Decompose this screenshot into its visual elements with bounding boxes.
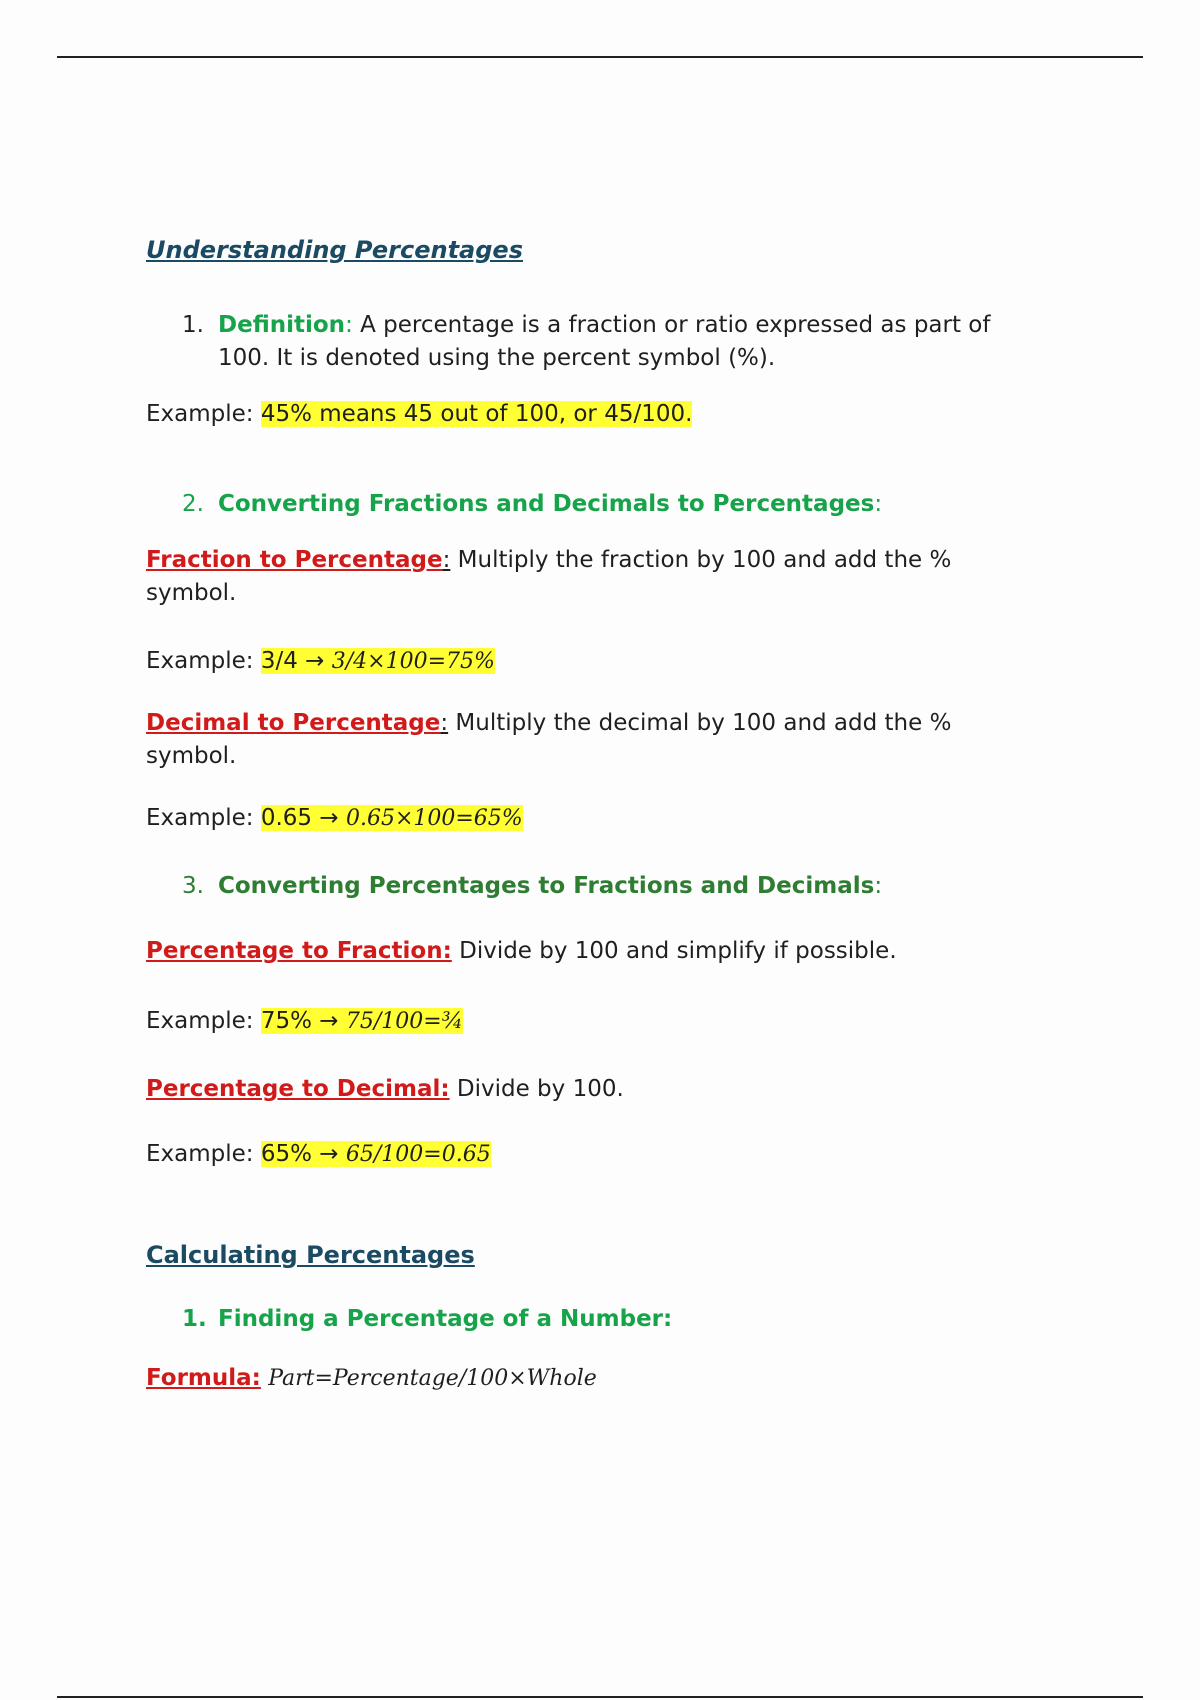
formula-label: Formula:	[146, 1365, 261, 1391]
formula-math: Part=Percentage/100×Whole	[268, 1366, 597, 1391]
percentage-to-decimal-label: Percentage to Decimal:	[146, 1076, 450, 1102]
example-highlight: 3/4 → 3/4×100=75%	[260, 648, 495, 674]
header-rule	[57, 56, 1143, 58]
example-highlight: 65% → 65/100=0.65	[260, 1141, 491, 1167]
example-percent-fraction: Example: 75% → 75/100=¾	[146, 1008, 464, 1034]
percentage-to-fraction-rule: Percentage to Fraction: Divide by 100 and simplify if possible.	[146, 938, 897, 964]
list-number: 1.	[182, 1306, 207, 1332]
percentage-to-decimal-rule: Percentage to Decimal: Divide by 100.	[146, 1076, 624, 1102]
section-title-calculating: Calculating Percentages	[146, 1241, 475, 1269]
document-body	[146, 234, 1046, 1395]
list-item-finding-percentage	[182, 1303, 1046, 1336]
example-fraction: Example: 3/4 → 3/4×100=75%	[146, 648, 495, 674]
list-item-converting-from-percent: 3. Converting Percentages to Fractions and Decimals:	[182, 870, 1046, 903]
formula-line	[146, 1362, 1046, 1395]
fraction-to-percentage-label: Fraction to Percentage	[146, 547, 443, 573]
section-title-understanding: Understanding Percentages	[146, 236, 523, 264]
converting-from-percent-heading: Converting Percentages to Fractions and Decimals	[218, 873, 875, 899]
definition-text: A percentage is a fraction or ratio expressed as part of 100. It is denoted using the percent symbol (%).	[218, 312, 991, 371]
example-highlight: 75% → 75/100=¾	[260, 1008, 464, 1034]
decimal-to-percentage-rule: Decimal to Percentage: Multiply the decimal by 100 and add the % symbol.	[146, 710, 952, 769]
list-item-converting-to-percent: 2. Converting Fractions and Decimals to Percentages:	[182, 488, 1046, 521]
percentage-to-fraction-label: Percentage to Fraction:	[146, 938, 452, 964]
example-decimal: Example: 0.65 → 0.65×100=65%	[146, 805, 523, 831]
finding-percentage-heading: Finding a Percentage of a Number:	[218, 1306, 673, 1332]
fraction-to-percentage-rule: Fraction to Percentage: Multiply the fraction by 100 and add the % symbol.	[146, 547, 952, 606]
example-percent-decimal: Example: 65% → 65/100=0.65	[146, 1141, 491, 1167]
list-number: 3.	[182, 873, 204, 899]
example-definition: Example: 45% means 45 out of 100, or 45/100.	[146, 401, 693, 427]
converting-to-percent-heading: Converting Fractions and Decimals to Percentages	[218, 491, 875, 517]
example-highlight: 0.65 → 0.65×100=65%	[260, 805, 523, 831]
list-number: 2.	[182, 491, 204, 517]
list-item-definition: 1. Definition: A percentage is a fraction or ratio expressed as part of 100. It is denoted using the percent symbol (%).	[182, 309, 1046, 375]
decimal-to-percentage-label: Decimal to Percentage	[146, 710, 441, 736]
list-number: 1.	[182, 312, 204, 338]
definition-label: Definition	[218, 312, 346, 338]
footer-rule	[57, 1696, 1143, 1698]
example-highlight: 45% means 45 out of 100, or 45/100.	[260, 401, 693, 427]
